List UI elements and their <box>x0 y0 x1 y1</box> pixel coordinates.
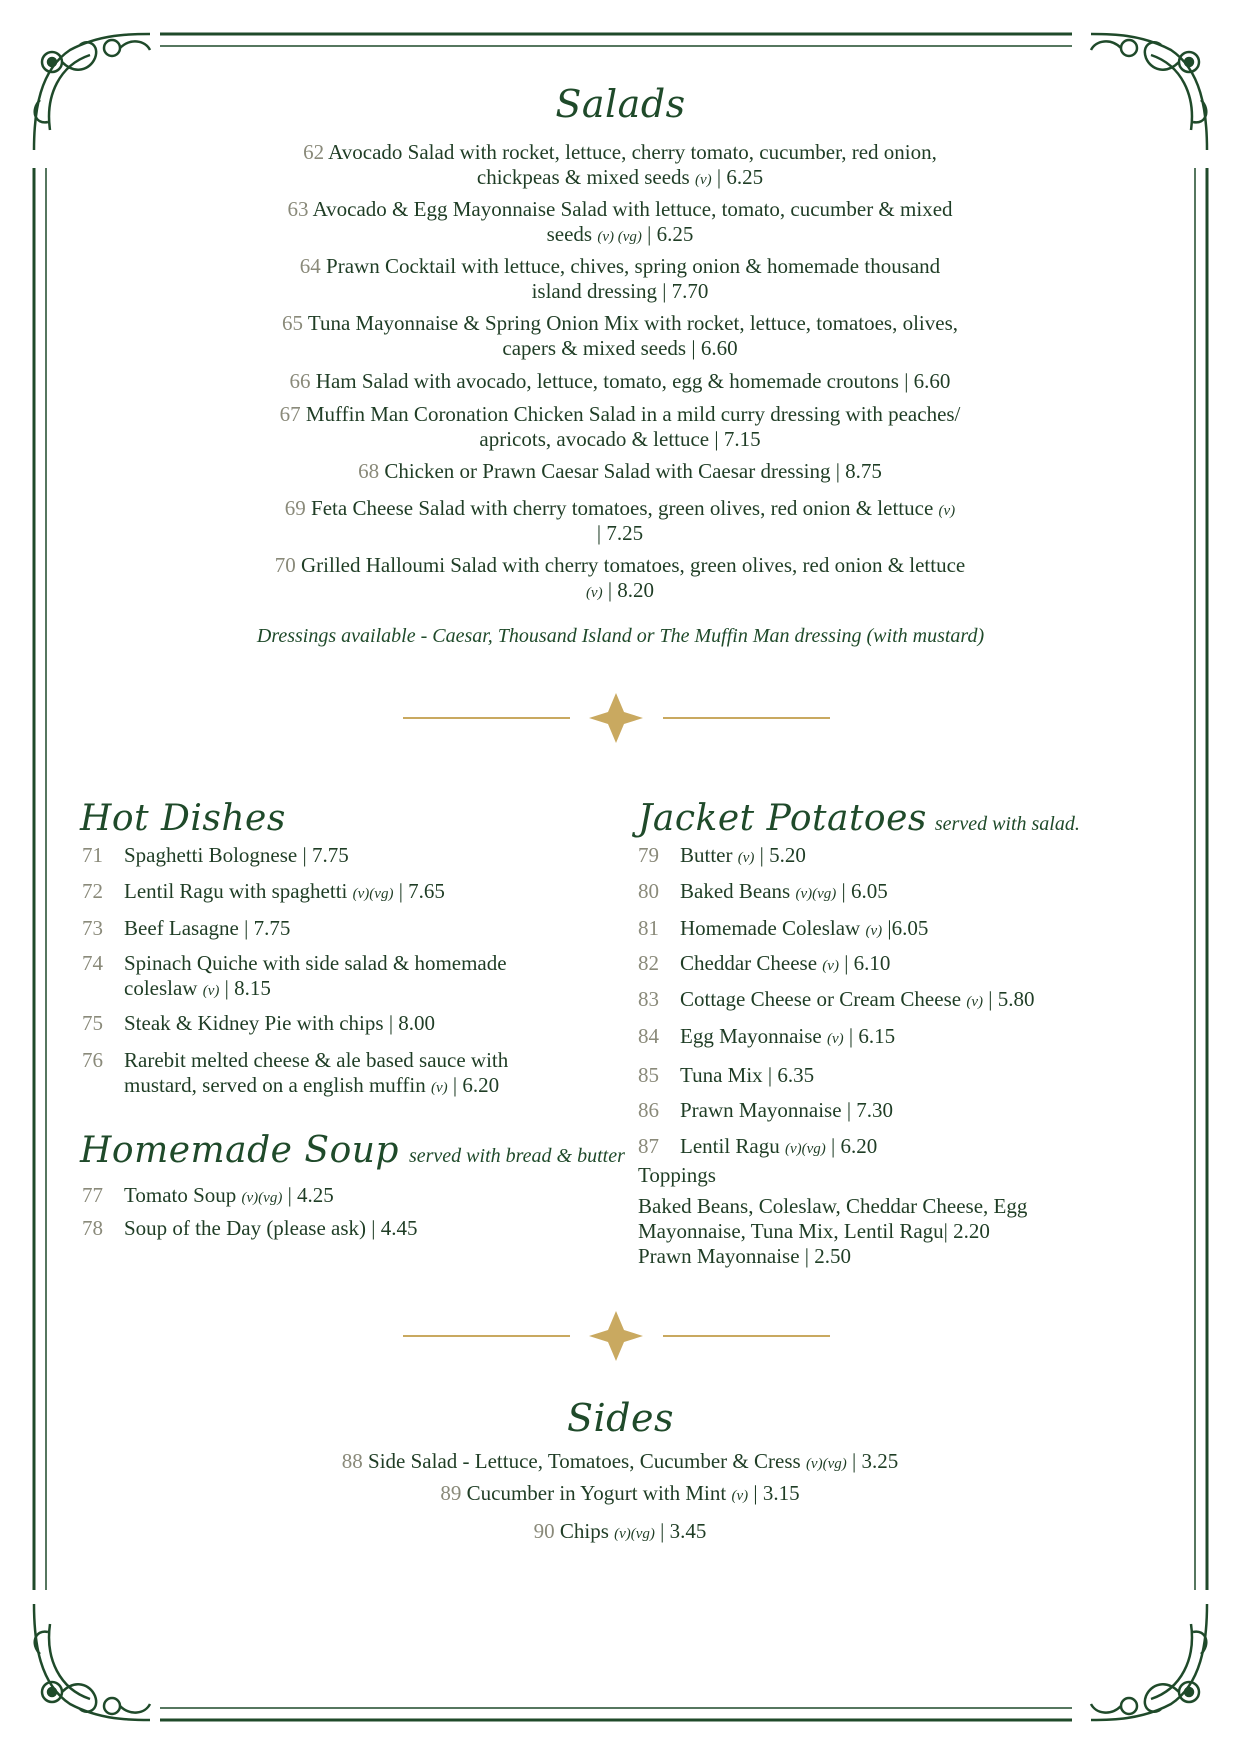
item-description: Prawn Cocktail with lettuce, chives, spring onion & homemade thousand <box>326 254 941 278</box>
item-description: Side Salad - Lettuce, Tomatoes, Cucumber & Cress <box>368 1449 801 1473</box>
item-price: | 7.65 <box>398 879 445 903</box>
menu-item-line <box>230 427 1010 452</box>
dietary-marker: (v) <box>865 923 883 939</box>
menu-item <box>82 1011 542 1036</box>
item-price: | 6.10 <box>844 951 891 975</box>
item-text <box>680 951 890 979</box>
item-number: 90 <box>533 1519 555 1543</box>
item-number: 81 <box>638 916 659 940</box>
item-number: 64 <box>299 254 321 278</box>
dietary-marker: (v)(vg) <box>352 886 394 902</box>
item-description: Beef Lasagne <box>124 916 239 940</box>
item-description: Muffin Man Coronation Chicken Salad in a mild curry dressing with peaches/ <box>305 402 961 426</box>
menu-item <box>638 951 1098 976</box>
menu-item-line <box>230 336 1010 361</box>
dietary-marker: (v)(vg) <box>784 1141 826 1157</box>
item-price: | 7.25 <box>596 521 644 545</box>
item-description: Tomato Soup <box>124 1183 237 1207</box>
menu-item <box>82 951 542 1001</box>
item-number: 76 <box>82 1048 103 1072</box>
item-text <box>124 1011 435 1036</box>
item-description: Spaghetti Bolognese <box>124 843 298 867</box>
menu-item-line <box>680 916 928 944</box>
item-price: | 6.05 <box>841 879 888 903</box>
item-description: apricots, avocado & lettuce <box>479 427 710 451</box>
toppings-label: Toppings <box>638 1163 716 1187</box>
item-description: Cheddar Cheese <box>680 951 818 975</box>
item-price: | 5.80 <box>988 987 1035 1011</box>
dietary-marker: (v)(vg) <box>805 1456 847 1472</box>
jacket-header <box>638 798 1080 839</box>
item-text <box>680 879 888 907</box>
jacket-title: Jacket Potatoes <box>638 798 927 839</box>
jacket-subtitle: served with salad. <box>934 813 1080 835</box>
menu-item-line <box>230 578 1010 606</box>
item-description: Steak & Kidney Pie with chips <box>124 1011 384 1035</box>
item-description: Feta Cheese Salad with cherry tomatoes, green olives, red onion & lettuce <box>311 496 934 520</box>
menu-item <box>638 1134 1098 1159</box>
item-text <box>680 1098 893 1123</box>
item-description: capers & mixed seeds <box>502 336 687 360</box>
menu-item-line <box>230 521 1010 546</box>
item-description: island dressing <box>531 279 657 303</box>
item-text <box>124 1216 417 1241</box>
item-price: | 3.45 <box>660 1519 707 1543</box>
sides-title: Sides <box>567 1396 674 1440</box>
menu-item-line <box>124 1048 508 1073</box>
item-number: 63 <box>287 197 309 221</box>
dietary-marker: (v)(vg) <box>795 886 837 902</box>
dietary-marker: (v) <box>938 503 956 519</box>
menu-item-line <box>124 951 507 976</box>
item-price: | 6.15 <box>848 1024 896 1048</box>
item-price: | 6.35 <box>767 1063 815 1087</box>
item-number: 85 <box>638 1063 659 1087</box>
item-text <box>124 951 507 1004</box>
menu-item-line <box>124 879 445 907</box>
item-price: | 5.20 <box>759 843 806 867</box>
item-text <box>124 1183 334 1211</box>
dietary-marker: (v) <box>202 983 220 999</box>
item-price: | 8.20 <box>607 578 655 602</box>
menu-item-line <box>124 1011 435 1036</box>
item-number: 86 <box>638 1098 659 1122</box>
item-description: Rarebit melted cheese & ale based sauce with <box>124 1048 509 1072</box>
menu-item-line <box>680 987 1034 1015</box>
item-number: 73 <box>82 916 103 940</box>
item-price: | 6.20 <box>452 1073 500 1097</box>
item-text <box>124 879 445 907</box>
item-description: seeds <box>546 222 593 246</box>
item-number: 71 <box>82 843 103 867</box>
item-description: mustard, served on a english muffin <box>124 1073 426 1097</box>
item-description: Avocado & Egg Mayonnaise Salad with lettuce, tomato, cucumber & mixed <box>312 197 953 221</box>
menu-item-line <box>230 140 1010 165</box>
item-price: | 8.00 <box>388 1011 436 1035</box>
item-price: | 4.45 <box>371 1216 418 1240</box>
menu-item <box>638 1024 1098 1049</box>
menu-item-line <box>680 1024 895 1052</box>
soup-header <box>80 1130 625 1171</box>
menu-item-line <box>230 496 1010 524</box>
item-price: | 3.25 <box>851 1449 899 1473</box>
item-text <box>124 843 349 868</box>
item-text <box>124 1048 508 1101</box>
menu-item-line <box>230 311 1010 336</box>
item-number: 74 <box>82 951 103 975</box>
item-price: | 6.25 <box>716 165 764 189</box>
menu-item-line <box>230 553 1010 578</box>
menu-item-line <box>124 1073 508 1101</box>
menu-item-line <box>680 1063 814 1088</box>
item-number: 62 <box>303 140 325 164</box>
menu-item-line <box>230 222 1010 250</box>
menu-item-line <box>124 1183 334 1211</box>
item-number: 88 <box>341 1449 363 1473</box>
menu-item <box>82 916 542 941</box>
item-price: | 7.75 <box>302 843 349 867</box>
item-price: | 8.15 <box>224 976 271 1000</box>
item-number: 75 <box>82 1011 103 1035</box>
item-number: 87 <box>638 1134 659 1158</box>
toppings-line: Baked Beans, Coleslaw, Cheddar Cheese, Egg <box>638 1194 1028 1218</box>
menu-item-line <box>230 402 1010 427</box>
item-text <box>680 987 1034 1015</box>
item-price: | 6.20 <box>831 1134 878 1158</box>
item-number: 65 <box>281 311 303 335</box>
menu-item <box>82 1183 542 1208</box>
item-description: Tuna Mayonnaise & Spring Onion Mix with rocket, lettuce, tomatoes, olives, <box>307 311 959 335</box>
dietary-marker: (v) <box>822 958 839 974</box>
item-description: chickpeas & mixed seeds <box>476 165 690 189</box>
item-text <box>680 1024 895 1052</box>
item-price: | 4.25 <box>287 1183 334 1207</box>
menu-item <box>82 843 542 868</box>
menu-item <box>638 879 1098 904</box>
item-number: 80 <box>638 879 659 903</box>
menu-item-line <box>230 369 1010 394</box>
menu-item <box>82 879 542 904</box>
item-number: 68 <box>358 459 380 483</box>
menu-item <box>638 1098 1098 1123</box>
menu-item-line <box>230 197 1010 222</box>
menu-item-line <box>124 843 349 868</box>
item-description: Cucumber in Yogurt with Mint <box>466 1481 727 1505</box>
item-number: 77 <box>82 1183 103 1207</box>
item-price: |6.05 <box>887 916 929 940</box>
item-price: | 7.15 <box>714 427 761 451</box>
item-number: 84 <box>638 1024 659 1048</box>
menu-item <box>82 1216 542 1241</box>
item-description: Cottage Cheese or Cream Cheese <box>680 987 962 1011</box>
item-price: | 8.75 <box>835 459 882 483</box>
item-number: 89 <box>440 1481 462 1505</box>
item-description: Prawn Mayonnaise <box>680 1098 842 1122</box>
menu-item <box>82 1048 542 1098</box>
dietary-marker: (v)(vg) <box>241 1190 283 1206</box>
item-number: 83 <box>638 987 659 1011</box>
menu-item-line <box>230 1519 1010 1547</box>
item-description: Grilled Halloumi Salad with cherry tomatoes, green olives, red onion & lettuce <box>301 553 966 577</box>
menu-item <box>638 916 1098 941</box>
item-description: Chips <box>559 1519 609 1543</box>
item-description: Chicken or Prawn Caesar Salad with Caesar dressing <box>384 459 831 483</box>
item-description: Lentil Ragu <box>680 1134 780 1158</box>
dietary-marker: (v)(vg) <box>614 1526 655 1542</box>
toppings-line: Prawn Mayonnaise | 2.50 <box>638 1244 852 1268</box>
dressings-note: Dressings available - Caesar, Thousand Island or The Muffin Man dressing (with mustard) <box>256 625 985 647</box>
item-description: Avocado Salad with rocket, lettuce, cherry tomato, cucumber, red onion, <box>328 140 937 164</box>
dietary-marker: (v) <box>585 585 603 601</box>
item-description: Spinach Quiche with side salad & homemade <box>124 951 507 975</box>
dietary-marker: (v) (vg) <box>597 229 642 245</box>
menu-item-line <box>230 254 1010 279</box>
item-price: | 6.60 <box>691 336 738 360</box>
item-price: | 7.75 <box>244 916 291 940</box>
item-description: Tuna Mix <box>680 1063 763 1087</box>
menu-item-line <box>230 279 1010 304</box>
menu-item-line <box>230 1449 1010 1477</box>
menu-item-line <box>230 1481 1010 1509</box>
item-number: 72 <box>82 879 103 903</box>
item-description: coleslaw <box>124 976 198 1000</box>
menu-item-line <box>680 843 806 871</box>
item-number: 70 <box>274 553 296 577</box>
menu-item-line <box>230 459 1010 484</box>
item-number: 67 <box>279 402 301 426</box>
soup-subtitle: served with bread & butter <box>408 1145 625 1167</box>
item-number: 69 <box>284 496 306 520</box>
item-number: 82 <box>638 951 659 975</box>
item-price: | 6.25 <box>647 222 694 246</box>
item-price: | 6.60 <box>904 369 951 393</box>
menu-item-line <box>680 879 888 907</box>
item-description: Lentil Ragu with spaghetti <box>124 879 348 903</box>
menu-item-line <box>680 951 890 979</box>
item-number: 79 <box>638 843 659 867</box>
menu-item <box>638 843 1098 868</box>
toppings-line: Mayonnaise, Tuna Mix, Lentil Ragu| 2.20 <box>638 1219 990 1243</box>
menu-item-line <box>230 165 1010 193</box>
item-text <box>680 916 928 944</box>
item-description: Ham Salad with avocado, lettuce, tomato, egg & homemade croutons <box>315 369 899 393</box>
item-text <box>680 1134 877 1162</box>
dietary-marker: (v) <box>430 1080 448 1096</box>
item-text <box>680 1063 814 1088</box>
item-description: Butter <box>680 843 733 867</box>
menu-item-line <box>124 916 290 941</box>
dietary-marker: (v) <box>737 850 755 866</box>
item-description: Homemade Coleslaw <box>680 916 861 940</box>
item-text <box>124 916 290 941</box>
item-price: | 7.70 <box>662 279 709 303</box>
salads-title: Salads <box>555 82 686 126</box>
soup-title: Homemade Soup <box>80 1130 399 1171</box>
item-description: Baked Beans <box>680 879 791 903</box>
item-number: 66 <box>289 369 311 393</box>
dietary-marker: (v) <box>966 994 983 1010</box>
dietary-marker: (v) <box>694 172 712 188</box>
menu-item-line <box>124 976 507 1004</box>
item-price: | 3.15 <box>753 1481 800 1505</box>
item-description: Egg Mayonnaise <box>680 1024 822 1048</box>
item-number: 78 <box>82 1216 103 1240</box>
item-description: Soup of the Day (please ask) <box>124 1216 367 1240</box>
menu-item-line <box>680 1134 877 1162</box>
menu-item <box>638 1063 1098 1088</box>
menu-item-line <box>680 1098 893 1123</box>
menu-item-line <box>124 1216 417 1241</box>
dietary-marker: (v) <box>826 1031 844 1047</box>
menu-item <box>638 987 1098 1012</box>
item-text <box>680 843 806 871</box>
dietary-marker: (v) <box>731 1488 749 1504</box>
item-price: | 7.30 <box>846 1098 894 1122</box>
hot-dishes-title: Hot Dishes <box>80 798 286 839</box>
